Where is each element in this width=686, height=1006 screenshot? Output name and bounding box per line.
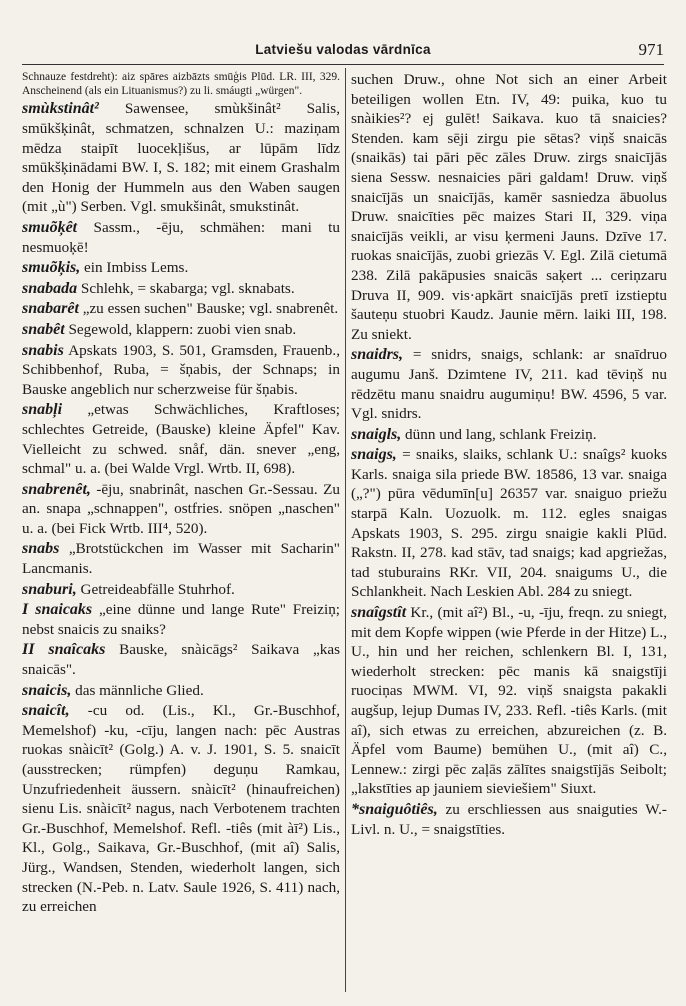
running-title: Latviešu valodas vārdnīca [255,42,431,57]
dictionary-entry: smuõķis, ein Imbiss Lems. [22,259,189,277]
headword: smuõķêt [22,218,78,236]
headword: I snaicaks [22,601,93,619]
dictionary-entry: *snaiguôtiês, zu erschliessen aus snaiguties W.-Livl. n. U., = snaigstīties. [351,800,667,838]
dictionary-entry: smùkstinât² Sawensee, smùkšinât² Salis, smūkšķinât, schmatzen, schnalzen U.: maziņam mēdza staipīt luocekļišus, ar lūpām līdz smūkšķinādami BW. I, S. 182; mit einem Grashalm den Honig der Hummeln aus den Waben saugen (mit „ù") Serben. Vgl. smukšinât, smukstinât. [22,100,340,216]
headword: snabrenêt, [22,480,91,498]
right-column [351,70,667,992]
dictionary-entry: snaicis, das männliche Glied. [22,681,204,699]
headword: snabêt [22,320,65,338]
headword: snaburi, [22,580,77,598]
headword: snabarêt [22,300,79,318]
headword: II snaîcaks [22,641,106,659]
dictionary-entry: II snaîcaks Bauske, snàicāgs² Saikava „kas snaicās". [22,641,340,679]
headword: snabs [22,540,60,558]
headword: snabada [22,279,78,297]
dictionary-entry: snaidrs, = snidrs, snaigs, schlank: ar snaīdruo augumu Janš. Dzimtene IV, 211. kad tēviņš nu rēdzētu manu snaidru augumiņu! BW. 4596, 5 var. Vgl. snidrs. [351,346,667,423]
dictionary-entry: snabs „Brotstückchen im Wasser mit Sacharin" Lancmanis. [22,540,340,578]
headword: snaidrs, [351,346,404,364]
headword: snaigls, [351,425,402,443]
headword: snaîgstît [351,604,407,622]
dictionary-entry: snabarêt „zu essen suchen" Bauske; vgl. snabrenêt. [22,300,339,318]
headword: smuõķis, [22,259,81,277]
page-header [22,30,664,65]
dictionary-entry: snabis Apskats 1903, S. 501, Gramsden, Frauenb., Schibbenhof, Ruba, = šņabis, der Schnaps; in Bauske angeblich nur scherzweise für šņabis. [22,341,340,398]
dictionary-entry: snaigls, dünn und lang, schlank Freiziņ. [351,425,597,443]
entry-continuation: Schnauze festdreht): aiz spāres aizbāzts smūģis Plūd. LR. III, 329. Anscheinend (als ein Lituanismus?) zu li. smáugti „würgen". [22,71,340,98]
headword: smùkstinât² [22,100,99,118]
dictionary-entry: snabļi „etwas Schwächliches, Kraftloses; schlechtes Getreide, (Bauske) kleine Äpfel" Kav. Vielleicht zu schwed. snåf, dän. snever „eng, schmal" u. a. (bei Walde Vrgl. Wrtb. II, 698). [22,401,340,478]
page-number: 971 [638,40,664,59]
dictionary-entry: snaîgstît Kr., (mit aî²) Bl., -u, -īju, freqn. zu sniegt, mit dem Kopfe wippen (wie Pferde in der Hitze) L., U., hin und her reichen, schlenkern Bl. I, 131, wiederholt strecken: pēc manis kā snaigstīji ruociņas MWM. VI, 92. viņš snaigsta pakakli augšup, lejup Dumas IV, 233. Refl. -tiês Karls. (mit aî), sich etwas zu erreichen, abzureichen (z. B. Äpfel vom Baume) bemühen U., (mit aî) C., Lennew.: zirgi pēc zaļās zālītes snaigstījās Seibolt; „lakstīties ap jauniem sieviešiem" Siuxt. [351,604,667,798]
dictionary-entry: snaigs, = snaiks, slaiks, schlank U.: snaîgs² kuoks Karls. snaiga sila priede BW. 18586, 13 var. snaiga („?") pūra vēdumīn[u] 26357 var. snaiguo priežu starpā Kaln. Uozuolk. m. 112. egles snaigas Apskats 1903, S. 295. zirgu snaigie kakli Plūd. Rakstn. II, 278. kad stāv, tad snaigs; kad apgriežas, tad stuburains RKr. VII, 204. snaigums U., die Schlankheit. Nach Leskien Abl. 284 zu sniegt. [351,446,667,601]
headword: snaicis, [22,681,72,699]
dictionary-entry: snabada Schlehk, = skabarga; vgl. sknabats. [22,279,295,297]
dictionary-entry: snabrenêt, -ēju, snabrinât, naschen Gr.-Sessau. Zu an. snapa „schnappen", ostfries. snöpen „naschen" u. a. (bei Fick Wrtb. III⁴, 520). [22,480,340,537]
dictionary-entry: I snaicaks „eine dünne und lange Rute" Freiziņ; nebst snaicis zu snaiks? [22,601,340,638]
dictionary-entry: smuõķêt Sassm., -ēju, schmähen: mani tu nesmuoķē! [22,218,340,256]
entry-continuation: suchen Druw., ohne Not sich an einer Arbeit beteiligen wollen Etn. IV, 49: puika, kuo tu snàikies²? ej gulēt! Saikava. kuo tā snaicies? Stenden. kam sēji zirgu pie sētas? viņš snaicās (snaikās) tai pāri pēc zāles Druw. zirgs snaicījās siena Sessw. nesnaicies pāri galdam! Druw. viņš snaicījās un snaicījās, kamēr sasniedza ābuolus Druw. snaicīties pēc maizes Stari II, 329. viņa snaicījās veikli, ar visu ķermeni Jauns. Dzīve 17. ruokas snaicījās, zuobi griezās V. Egl. Zilā cietumā 238. Zilā pakāpusies snaicās saķert ... ceriņzaru Druva II, 909. vis·apkārt snaicījās pretī izstieptu šauteņu stuobri Kaudz. Jaunie mērn. laiki III, 198. Zu sniekt. [351,71,667,343]
column-divider [345,68,346,992]
dictionary-entry: snabêt Segewold, klappern: zuobi vien snab. [22,320,297,338]
dictionary-entry: snaicît, -cu od. (Lis., Kl., Gr.-Buschhof, Memelshof) -ku, -cīju, langen nach: pēc Austras ruokas snàicīt² (Golg.) A. v. J. 1901, S. 5. snaicīt (ausstrecken; rümpfen) deguņu Ramkau, Unzufriedenheit äussern. snàicīt² (hinaufreichen) sienu Lis. snàicīt² nagus, nach Verbotenem trachten Gr.-Buschhof, Memelshof. Refl. -tiês (mit àī²) Lis., Kl., Golg., Saikava, Gr.-Buschhof, (mit aî) Salis, Jürg., Wandsen, Stenden, wiederholt langen, sich strecken (N.-Peb. n. Latv. Saule 1926, S. 411) nach, zu erreichen [22,702,340,916]
left-column [22,70,340,992]
headword: snabis [22,341,64,359]
headword: snaicît, [22,702,70,720]
dictionary-entry: snaburi, Getreideabfälle Stuhrhof. [22,580,235,598]
headword: snabļi [22,401,63,419]
headword: *snaiguôtiês, [351,800,438,818]
headword: snaigs, [351,446,397,464]
